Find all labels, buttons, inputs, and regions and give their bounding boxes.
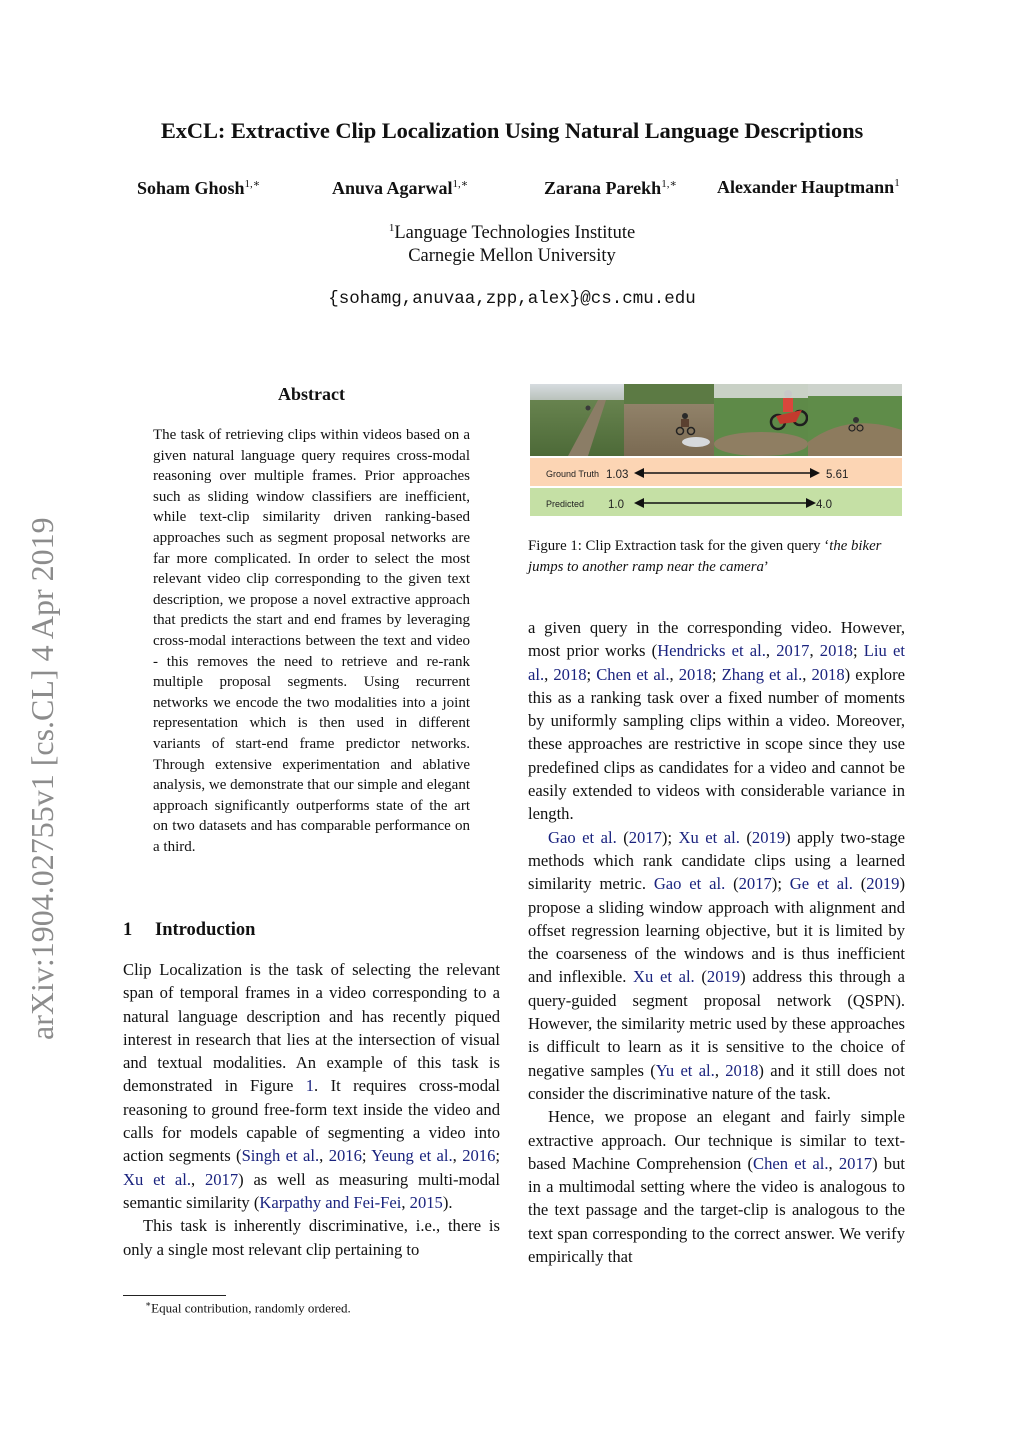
citation-link[interactable]: 2017 — [628, 827, 662, 847]
arxiv-stamp: arXiv:1904.02755v1 [cs.CL] 4 Apr 2019 — [24, 517, 60, 1040]
affiliation-institute: $^1$Language Technologies Institute — [388, 222, 636, 244]
citation-link[interactable]: Karpathy and Fei-Fei — [259, 1192, 402, 1212]
predicted-bar — [530, 488, 902, 516]
citation-link[interactable]: 2017 — [738, 874, 772, 894]
video-frame-2 — [624, 384, 714, 456]
figure-1-caption: Figure 1: Clip Extraction task for the given query ‘the biker jumps to another ramp near the camera’ — [528, 538, 882, 575]
citation-link[interactable]: 2019 — [706, 967, 741, 987]
ground-truth-start: 1.03 — [606, 469, 629, 481]
ground-truth-end: 5.61 — [826, 469, 849, 481]
introduction-heading: 1 Introduction — [123, 920, 256, 940]
abstract-text: The task of retrieving clips within videos based on a given natural language query requires cross-modal reasoning over multiple frames. Prior approaches such as sliding window classifiers are inefficient, while text-clip similarity driven ranking-based approaches such as segment proposal networks are far more complicated. In order to select the most relevant video clip corresponding to the given text description, we propose a novel extractive approach that predicts the start and end frames by leveraging cross-modal interactions between the text and video - this removes the need to retrieve and re-rank multiple proposal segments. Using recurrent networks we encode the two modalities into a joint representation which is then used in different variants of start-end frame predictor networks. Through extensive experimentation and ablative analysis, we demonstrate that our simple and elegant approach significantly outperforms state of the art on two datasets and has comparable performance on a third. — [153, 427, 470, 855]
citation-link[interactable]: 2016 — [328, 1146, 362, 1166]
citation-link[interactable]: 2019 — [751, 827, 786, 847]
introduction-right-column — [528, 616, 905, 1268]
citation-link[interactable]: 2018 — [678, 664, 712, 684]
citation-link[interactable]: Gao et al. — [653, 874, 726, 894]
citation-link[interactable]: Xu et al. — [678, 827, 740, 847]
intro-paragraph-2: This task is inherently discriminative, i.e., there is only a single most relevant clip pertaining to — [123, 1216, 500, 1259]
predicted-label: Predicted — [546, 499, 585, 509]
predicted-start: 1.0 — [608, 499, 624, 511]
citation-link[interactable]: 2017 — [838, 1153, 873, 1173]
citation-link[interactable]: Liu et al. — [528, 641, 905, 684]
intro-paragraph-1: Clip Localization is the task of selecting the relevant span of temporal frames in a video corresponding to a natural language description and has recently piqued interest in research that lies at the intersection of visual and textual modalities. An example of this task is demonstrated in Figure 1. It requires cross-modal reasoning to ground free-form text inside the video and calls for models capable of segmenting a video into action segments (Singh et al., 2016; Yeung et al., 2016; Xu et al., 2017) as well as measuring multi-modal semantic similarity (Karpathy and Fei-Fei, 2015). — [123, 960, 501, 1212]
footnote: ∗Equal contribution, randomly ordered. — [145, 1299, 351, 1316]
figure-ref[interactable]: 1 — [305, 1076, 315, 1096]
citation-link[interactable]: Singh et al. — [241, 1146, 320, 1166]
predicted-end: 4.0 — [816, 499, 832, 511]
citation-link[interactable]: Xu et al. — [633, 967, 695, 987]
citation-link[interactable]: Chen et al. — [596, 664, 670, 684]
introduction-left-column — [123, 958, 500, 1261]
citation-link[interactable]: Gao et al. — [548, 827, 617, 847]
video-frame-1 — [530, 384, 624, 456]
video-frame-4 — [808, 384, 902, 456]
footnote-rule — [123, 1295, 226, 1296]
right-paragraph-1: a given query in the corresponding video. However, most prior works (Hendricks et al., 2017, 2018; Liu et al., 2018; Chen et al., 2018; Zhang et al., 2018) explore this as a ranking task over a fixed number of moments by uniformly sampling clips within a video. Moreover, these approaches are restrictive in scope since they use predefined clips as candidates for a video and cannot be easily extended to videos with considerable variance in length. — [528, 618, 905, 824]
paper-title: ExCL: Extractive Clip Localization Using Natural Language Descriptions — [160, 118, 864, 143]
right-paragraph-3: Hence, we propose an elegant and fairly simple extractive approach. Our technique is similar to text-based Machine Comprehension (Chen et al., 2017) but in a multimodal setting where the video is analogous to the text passage and the target-clip is analogous to the text span corresponding to the correct answer. We verify empirically that — [528, 1107, 905, 1267]
author-3: Zarana Parekh$^{1,∗}$ — [544, 178, 677, 198]
citation-link[interactable]: 2016 — [462, 1146, 496, 1166]
citation-link[interactable]: Chen et al. — [753, 1153, 829, 1173]
citation-link[interactable]: 2017 — [204, 1169, 239, 1189]
citation-link[interactable]: 2018 — [725, 1060, 759, 1080]
citation-link[interactable]: 2015 — [409, 1192, 443, 1212]
citation-link[interactable]: Yu et al. — [655, 1060, 715, 1080]
right-paragraph-2: Gao et al. (2017); Xu et al. (2019) apply two-stage methods which rank candidate clips using a learned similarity metric. Gao et al. (2017); Ge et al. (2019) propose a sliding window approach with alignment and offset regression learning objective, but it is limited by the coarseness of the windows and is thus inefficient and inflexible. Xu et al. (2019) address this through a query-guided segment proposal network (QSPN). However, the similarity metric used by these approaches is difficult to learn as it is sensitive to the choice of negative samples (Yu et al., 2018) and it still does not consider the discriminative nature of the task. — [528, 827, 905, 1103]
citation-link[interactable]: Zhang et al. — [721, 664, 803, 684]
citation-link[interactable]: 2018 — [811, 664, 845, 684]
citation-link[interactable]: 2019 — [866, 874, 900, 894]
author-2: Anuva Agarwal$^{1,∗}$ — [332, 178, 469, 198]
author-1: Soham Ghosh$^{1,∗}$ — [137, 178, 261, 198]
affiliation-university: Carnegie Mellon University — [408, 246, 616, 266]
figure-1 — [528, 382, 904, 518]
author-emails: {sohamg,anuvaa,zpp,alex}@cs.cmu.edu — [328, 289, 696, 309]
citation-link[interactable]: Ge et al. — [789, 874, 853, 894]
video-frame-3 — [714, 384, 808, 456]
ground-truth-label: Ground Truth — [546, 469, 600, 479]
citation-link[interactable]: 2018 — [819, 641, 853, 661]
citation-link[interactable]: Yeung et al. — [371, 1146, 453, 1166]
author-4: Alexander Hauptmann$^1$ — [717, 177, 900, 197]
ground-truth-bar — [530, 458, 902, 486]
citation-link[interactable]: Xu et al. — [123, 1169, 191, 1189]
abstract-heading: Abstract — [278, 384, 345, 404]
citation-link[interactable]: 2018 — [553, 664, 587, 684]
citation-link[interactable]: Hendricks et al. — [657, 641, 766, 661]
citation-link[interactable]: 2017 — [776, 641, 810, 661]
